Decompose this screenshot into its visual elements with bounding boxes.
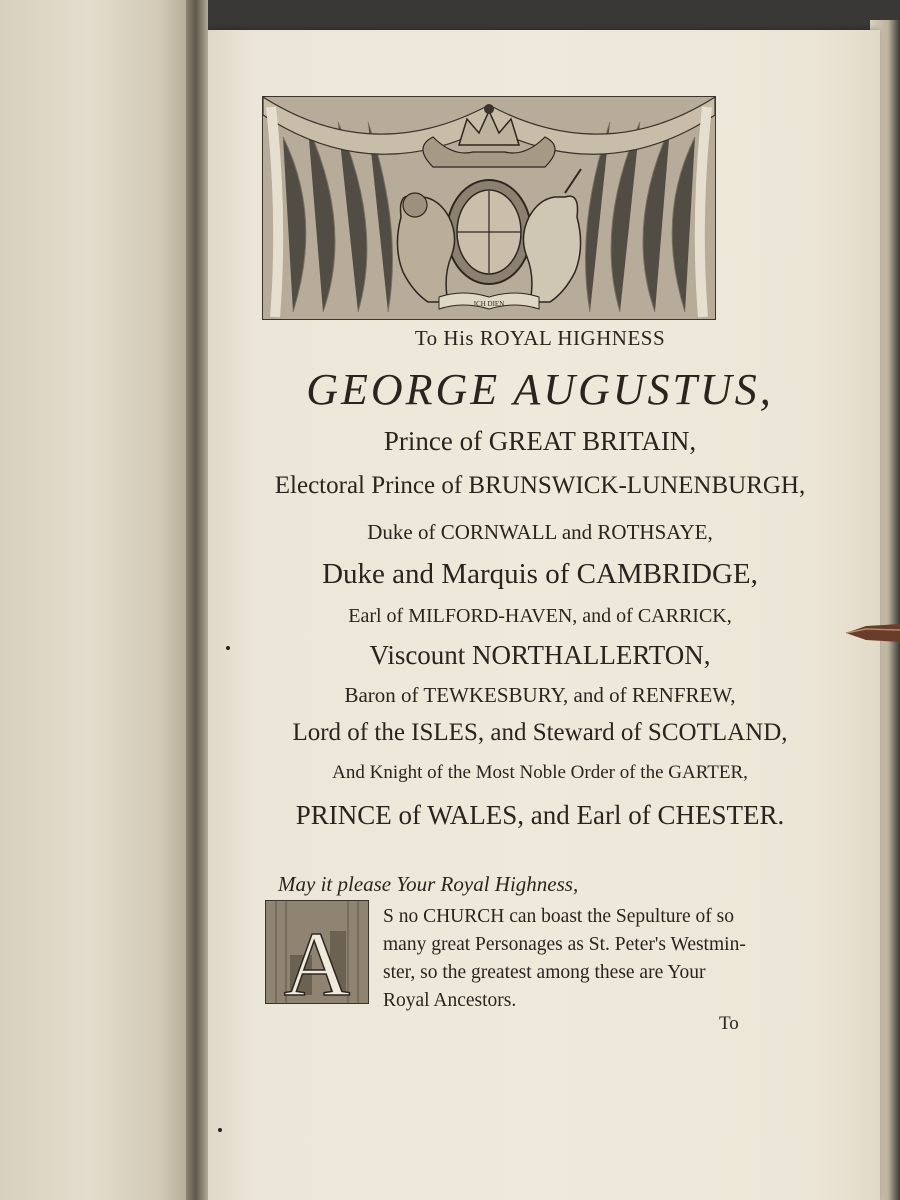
dedication-line-6: Earl of MILFORD-HAVEN, and of CARRICK, <box>348 605 732 627</box>
ink-speck <box>218 1128 222 1132</box>
dedication-line-3: Electoral Prince of BRUNSWICK-LUNENBURGH, <box>274 472 806 499</box>
dedication-line-10: And Knight of the Most Noble Order of the GARTER, <box>332 762 748 783</box>
book-gutter <box>186 0 208 1200</box>
catchword: To <box>719 1013 739 1034</box>
left-page <box>0 0 200 1200</box>
dedication-line-0: To His ROYAL HIGHNESS <box>414 326 666 350</box>
body-line-2: many great Personages as St. Peter's Westmin- <box>383 934 746 955</box>
dedication-line-4: Duke of CORNWALL and ROTHSAYE, <box>367 520 713 544</box>
dedication-line-11: PRINCE of WALES, and Earl of CHESTER. <box>295 800 785 830</box>
initial-letter: A <box>283 913 351 1004</box>
dedication-line-7: Viscount NORTHALLERTON, <box>369 640 711 670</box>
motto-scroll-text: ICH DIEN <box>473 300 505 308</box>
salutation: May it please Your Royal Highness, <box>278 872 579 896</box>
royal-arms-engraving <box>262 96 716 320</box>
decorated-initial <box>265 900 369 1004</box>
body-line-1: S no CHURCH can boast the Sepulture of so <box>383 906 734 927</box>
dedication-line-2: Prince of GREAT BRITAIN, <box>383 426 697 456</box>
dedication-line-5: Duke and Marquis of CAMBRIDGE, <box>322 558 758 590</box>
dedication-line-9: Lord of the ISLES, and Steward of SCOTLAND, <box>292 719 788 746</box>
dedication-line-8: Baron of TEWKESBURY, and of RENFREW, <box>344 683 736 707</box>
dedication-name: GEORGE AUGUSTUS, <box>306 365 774 414</box>
body-line-3: ster, so the greatest among these are Your <box>383 962 706 983</box>
body-line-4: Royal Ancestors. <box>383 990 517 1011</box>
ink-speck <box>226 646 230 650</box>
